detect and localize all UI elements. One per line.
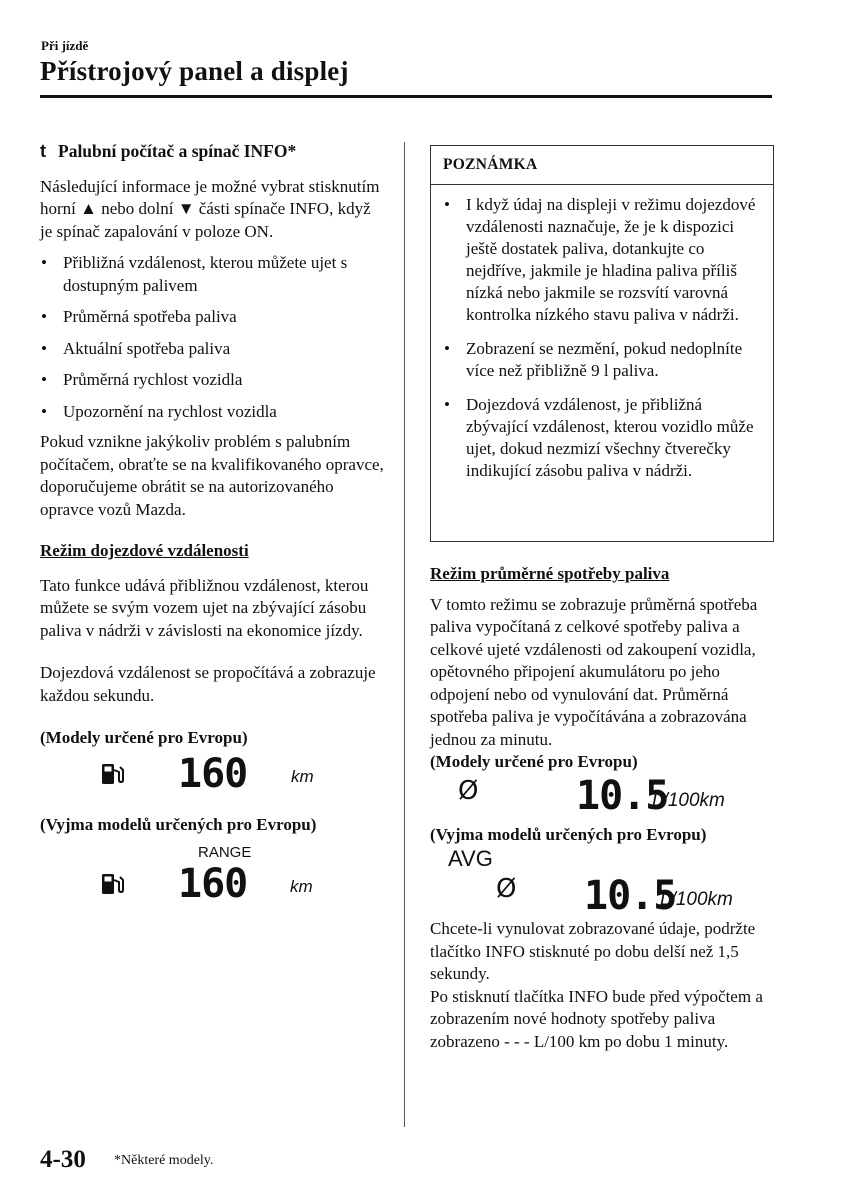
- models-non-eu-label: (Vyjma modelů určených pro Evropu): [40, 814, 317, 834]
- reset-paragraph: Chcete-li vynulovat zobrazované údaje, podržte tlačítko INFO stisknuté po dobu delší než 1,5 sekundy.: [430, 919, 756, 983]
- range-paragraph-2: Dojezdová vzdálenost se propočítává a zobrazuje každou sekundu.: [40, 663, 376, 705]
- avg-mode-heading: Režim průměrné spotřeby paliva: [430, 564, 670, 583]
- range-value: 160: [178, 861, 248, 907]
- avg-unit: L/100km: [660, 889, 733, 910]
- range-mode-heading: Režim dojezdové vzdálenosti: [40, 541, 249, 560]
- range-display-eu: [40, 750, 386, 814]
- range-paragraph-1: Tato funkce udává přibližnou vzdálenost, kterou můžete se svým vozem ujet na zbývající zásobu paliva v nádrži v závislosti na ekonomice jízdy.: [40, 575, 369, 640]
- range-display-non-eu: [40, 836, 386, 916]
- note-item: • Zobrazení se nezmění, pokud nedoplníte více než přibližně 9 l paliva.: [443, 338, 765, 382]
- average-symbol-icon: Ø: [458, 775, 479, 806]
- right-column: [430, 563, 774, 1053]
- problem-paragraph: Pokud vznikne jakýkoliv problém s palubním počítačem, obraťte se na kvalifikovaného opravce, doporučujeme obrátit se na autorizovaného opravce vozů Mazda.: [40, 432, 384, 519]
- list-item: • Průměrná rychlost vozidla: [40, 369, 386, 392]
- column-divider: [404, 142, 405, 1127]
- footnote: *Některé modely.: [114, 1153, 214, 1168]
- fuel-pump-icon: [100, 872, 126, 903]
- avg-value: 10.5: [584, 873, 677, 919]
- section-heading: [40, 140, 386, 163]
- avg-value: 10.5: [576, 772, 669, 819]
- heading-marker: t: [40, 141, 46, 161]
- fuel-pump-icon: [100, 762, 126, 793]
- range-value: 160: [178, 750, 248, 797]
- note-item: • Dojezdová vzdálenost, je přibližná zbývající vzdálenost, kterou vozidlo může ujet, dokud nezmizí všechny čtverečky indikující zásobu paliva v nádrži.: [443, 394, 765, 482]
- note-title: POZNÁMKA: [443, 156, 538, 173]
- models-non-eu-label: (Vyjma modelů určených pro Evropu): [430, 824, 707, 844]
- page-number: 4-30: [40, 1146, 86, 1173]
- list-item: • Aktuální spotřeba paliva: [40, 338, 386, 361]
- avg-paragraph: V tomto režimu se zobrazuje průměrná spotřeba paliva vypočítaná z celkové spotřeby paliva a celkové ujeté vzdálenosti od zakoupení vozidla, opětovného připojení akumulátoru po jeho odpojení nebo od vynulování dat. Průměrná spotřeba paliva je vypočítávána a zobrazována jednou za minutu.: [430, 594, 758, 749]
- list-item: • Průměrná spotřeba paliva: [40, 306, 386, 329]
- range-unit: km: [291, 766, 314, 786]
- title-rule: [40, 95, 772, 98]
- range-label: RANGE: [198, 844, 252, 861]
- info-list: [40, 252, 386, 423]
- avg-label: AVG: [448, 846, 493, 871]
- page-title: Přístrojový panel a displej: [40, 56, 349, 86]
- left-column: [40, 140, 386, 916]
- note-box: [430, 145, 774, 542]
- average-symbol-icon: Ø: [496, 874, 517, 904]
- list-item: • Přibližná vzdálenost, kterou můžete ujet s dostupným palivem: [40, 252, 386, 297]
- models-eu-label: (Modely určené pro Evropu): [40, 728, 248, 747]
- after-reset-paragraph: Po stisknutí tlačítka INFO bude před výpočtem a zobrazením nové hodnoty spotřeby paliva zobrazeno - - - L/100 km po dobu 1 minuty.: [430, 986, 763, 1051]
- list-item: • Upozornění na rychlost vozidla: [40, 401, 386, 424]
- intro-paragraph: Následující informace je možné vybrat stisknutím horní ▲ nebo dolní ▼ části spínače INFO, když je spínač zapalování v poloze ON.: [40, 176, 380, 241]
- heading-text: Palubní počítač a spínač INFO*: [58, 141, 297, 161]
- note-list: [443, 194, 765, 494]
- range-unit: km: [290, 877, 313, 896]
- note-divider: [431, 184, 773, 185]
- section-label: Při jízdě: [41, 38, 89, 53]
- note-item: • I když údaj na displeji v režimu dojezdové vzdálenosti naznačuje, že je k dispozici ještě dostatek paliva, dotankujte co nejdříve, jakmile je hladina paliva příliš nízká nebo jakmile se rozsvítí varovná kontrolka nízkého stavu paliva v nádrži.: [443, 194, 765, 326]
- avg-display-eu: [430, 774, 774, 824]
- models-eu-label: (Modely určené pro Evropu): [430, 752, 638, 771]
- avg-display-non-eu: [430, 846, 774, 918]
- avg-unit: L/100km: [652, 789, 725, 811]
